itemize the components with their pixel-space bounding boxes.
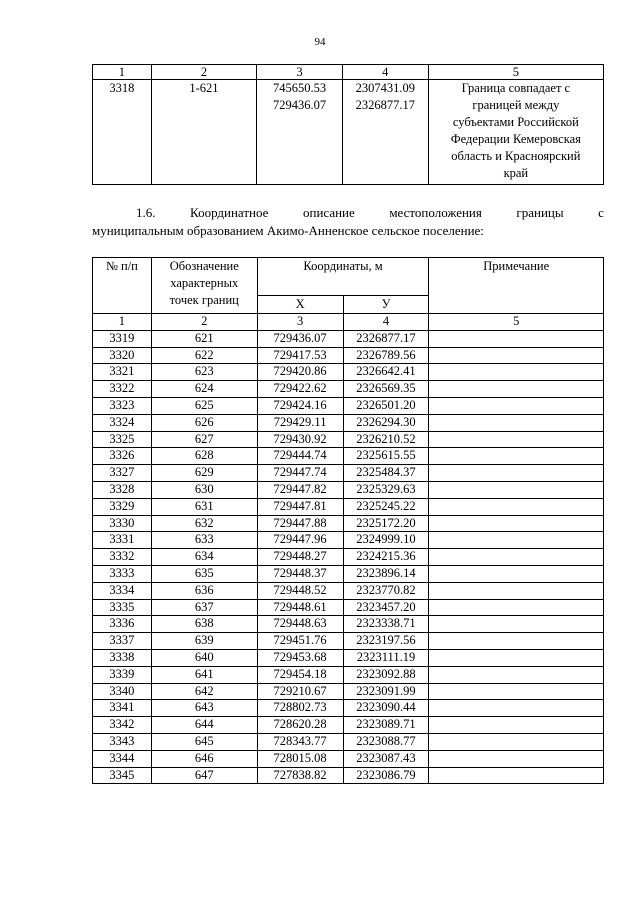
y-coordinate: 2323086.79	[343, 767, 429, 784]
point-id: 635	[151, 565, 257, 582]
note-cell	[429, 733, 604, 750]
table-row	[93, 666, 604, 683]
x-coordinates	[257, 80, 343, 185]
table-row	[93, 364, 604, 381]
y-coordinate: 2323092.88	[343, 666, 429, 683]
x-coordinate: 729430.92	[257, 431, 343, 448]
x-coordinate: 729447.81	[257, 498, 343, 515]
section-heading-line2: муниципальным образованием Акимо-Анненское сельское поселение:	[92, 223, 484, 238]
note-cell	[429, 448, 604, 465]
row-number: 3343	[93, 733, 152, 750]
note-cell	[429, 515, 604, 532]
table-row	[93, 700, 604, 717]
table-header-row	[93, 258, 604, 296]
row-number: 3325	[93, 431, 152, 448]
table-row	[93, 414, 604, 431]
note-cell	[429, 397, 604, 414]
note-line: Граница совпадает с	[461, 81, 571, 95]
header-y: У	[343, 296, 429, 314]
note-cell	[429, 717, 604, 734]
y-coordinate: 2326569.35	[343, 381, 429, 398]
row-number: 3331	[93, 532, 152, 549]
point-id: 623	[151, 364, 257, 381]
column-number: 4	[342, 65, 428, 80]
x-coordinate: 728343.77	[257, 733, 343, 750]
table-row	[93, 582, 604, 599]
table-row	[93, 465, 604, 482]
table-row	[93, 565, 604, 582]
row-number: 3329	[93, 498, 152, 515]
y-coordinate: 2323091.99	[343, 683, 429, 700]
note-cell	[429, 330, 604, 347]
header-coords: Координаты, м	[257, 258, 429, 296]
row-number: 3324	[93, 414, 152, 431]
row-number: 3342	[93, 717, 152, 734]
table-row	[93, 498, 604, 515]
section-word: описание	[302, 205, 355, 220]
note-cell	[429, 364, 604, 381]
note-line: область и Красноярский	[451, 149, 581, 163]
row-number: 3341	[93, 700, 152, 717]
y-coordinates	[342, 80, 428, 185]
note-line: границей между	[472, 98, 560, 112]
y-coordinate: 2324215.36	[343, 549, 429, 566]
point-id: 639	[151, 633, 257, 650]
column-number: 3	[257, 314, 343, 331]
coordinates-table	[92, 257, 604, 784]
header-points-line: точек границ	[169, 293, 239, 307]
x-coordinate: 729436.07	[257, 330, 343, 347]
note-cell	[429, 700, 604, 717]
x-coordinate: 728015.08	[257, 750, 343, 767]
row-number: 3330	[93, 515, 152, 532]
header-points-line: характерных	[170, 276, 239, 290]
header-x: Х	[257, 296, 343, 314]
column-number: 4	[343, 314, 429, 331]
row-number: 3332	[93, 549, 152, 566]
point-range: 1-621	[151, 80, 256, 185]
note-cell	[429, 633, 604, 650]
x-coordinate: 729447.88	[257, 515, 343, 532]
note-cell	[429, 498, 604, 515]
x-coordinate: 729448.37	[257, 565, 343, 582]
note-cell	[429, 582, 604, 599]
column-number: 5	[428, 65, 603, 80]
note-cell	[429, 465, 604, 482]
x-coordinate: 729453.68	[257, 649, 343, 666]
point-id: 621	[151, 330, 257, 347]
point-id: 632	[151, 515, 257, 532]
table-row	[93, 347, 604, 364]
point-id: 644	[151, 717, 257, 734]
row-number: 3326	[93, 448, 152, 465]
table-row	[93, 733, 604, 750]
x-coordinate: 729429.11	[257, 414, 343, 431]
y-coordinate: 2323088.77	[343, 733, 429, 750]
row-number: 3328	[93, 481, 152, 498]
y-coordinate: 2323896.14	[343, 565, 429, 582]
y-coordinate: 2323197.56	[343, 633, 429, 650]
table-row	[93, 431, 604, 448]
point-id: 636	[151, 582, 257, 599]
y-coordinate: 2326877.17	[343, 330, 429, 347]
row-number: 3334	[93, 582, 152, 599]
column-number: 1	[93, 314, 152, 331]
table-row	[93, 80, 604, 185]
row-number: 3336	[93, 616, 152, 633]
point-id: 629	[151, 465, 257, 482]
point-id: 642	[151, 683, 257, 700]
x-coordinate: 729448.61	[257, 599, 343, 616]
y-coordinate: 2325615.55	[343, 448, 429, 465]
column-number: 2	[151, 65, 256, 80]
x-coordinate: 729424.16	[257, 397, 343, 414]
table-body	[93, 330, 604, 784]
x-coordinate: 745650.53	[272, 81, 327, 95]
table-row	[93, 330, 604, 347]
point-id: 645	[151, 733, 257, 750]
table-row	[93, 767, 604, 784]
column-numbers-row	[93, 65, 604, 80]
row-number: 3339	[93, 666, 152, 683]
point-id: 634	[151, 549, 257, 566]
table-row	[93, 599, 604, 616]
point-id: 625	[151, 397, 257, 414]
table-row	[93, 381, 604, 398]
point-id: 628	[151, 448, 257, 465]
note-cell	[429, 683, 604, 700]
x-coordinate: 729448.27	[257, 549, 343, 566]
y-coordinate: 2326642.41	[343, 364, 429, 381]
note-line: субъектами Российской	[452, 115, 579, 129]
note-cell	[429, 549, 604, 566]
point-id: 643	[151, 700, 257, 717]
row-number: 3337	[93, 633, 152, 650]
section-word: Координатное	[190, 205, 269, 220]
row-number: 3322	[93, 381, 152, 398]
y-coordinate: 2323457.20	[343, 599, 429, 616]
note-cell	[429, 431, 604, 448]
x-coordinate: 727838.82	[257, 767, 343, 784]
note-cell	[429, 599, 604, 616]
x-coordinate: 729422.62	[257, 381, 343, 398]
table-row	[93, 549, 604, 566]
y-coordinate: 2307431.09	[355, 81, 415, 95]
point-id: 622	[151, 347, 257, 364]
table-row	[93, 448, 604, 465]
header-num: № п/п	[93, 258, 152, 314]
row-number: 3344	[93, 750, 152, 767]
table-row	[93, 717, 604, 734]
note-line: Федерации Кемеровская	[450, 132, 581, 146]
note-cell	[429, 649, 604, 666]
note-cell	[429, 481, 604, 498]
table-row	[93, 515, 604, 532]
boundary-table-top	[92, 64, 604, 185]
point-id: 637	[151, 599, 257, 616]
section-word: с	[598, 205, 604, 220]
section-heading-line1	[92, 204, 604, 222]
column-number: 5	[429, 314, 604, 331]
row-number: 3320	[93, 347, 152, 364]
y-coordinate: 2323087.43	[343, 750, 429, 767]
note-cell	[429, 750, 604, 767]
row-number: 3345	[93, 767, 152, 784]
y-coordinate: 2324999.10	[343, 532, 429, 549]
y-coordinate: 2326789.56	[343, 347, 429, 364]
row-number: 3323	[93, 397, 152, 414]
header-points-line: Обозначение	[169, 259, 239, 273]
x-coordinate: 729454.18	[257, 666, 343, 683]
note-cell	[429, 616, 604, 633]
note-cell	[428, 80, 603, 185]
point-id: 627	[151, 431, 257, 448]
y-coordinate: 2325329.63	[343, 481, 429, 498]
column-number: 1	[93, 65, 152, 80]
note-line: край	[503, 166, 529, 180]
x-coordinate: 729447.74	[257, 465, 343, 482]
point-id: 647	[151, 767, 257, 784]
row-number: 3340	[93, 683, 152, 700]
x-coordinate: 728802.73	[257, 700, 343, 717]
y-coordinate: 2325245.22	[343, 498, 429, 515]
y-coordinate: 2325484.37	[343, 465, 429, 482]
note-cell	[429, 767, 604, 784]
note-cell	[429, 565, 604, 582]
table-row	[93, 532, 604, 549]
row-number: 3335	[93, 599, 152, 616]
y-coordinate: 2323338.71	[343, 616, 429, 633]
point-id: 641	[151, 666, 257, 683]
row-number: 3318	[93, 80, 152, 185]
table-row	[93, 616, 604, 633]
note-cell	[429, 666, 604, 683]
y-coordinate: 2323770.82	[343, 582, 429, 599]
section-word: местоположения	[389, 205, 482, 220]
note-cell	[429, 381, 604, 398]
row-number: 3333	[93, 565, 152, 582]
point-id: 626	[151, 414, 257, 431]
x-coordinate: 729420.86	[257, 364, 343, 381]
row-number: 3319	[93, 330, 152, 347]
point-id: 624	[151, 381, 257, 398]
point-id: 631	[151, 498, 257, 515]
column-numbers-row	[93, 314, 604, 331]
x-coordinate: 729451.76	[257, 633, 343, 650]
point-id: 638	[151, 616, 257, 633]
table-row	[93, 683, 604, 700]
row-number: 3321	[93, 364, 152, 381]
x-coordinate: 729447.82	[257, 481, 343, 498]
column-number: 2	[151, 314, 257, 331]
y-coordinate: 2325172.20	[343, 515, 429, 532]
section-heading	[92, 204, 604, 240]
x-coordinate: 729447.96	[257, 532, 343, 549]
x-coordinate: 728620.28	[257, 717, 343, 734]
y-coordinate: 2326210.52	[343, 431, 429, 448]
table-row	[93, 649, 604, 666]
note-cell	[429, 347, 604, 364]
table-row	[93, 633, 604, 650]
header-note: Примечание	[429, 258, 604, 314]
table-row	[93, 750, 604, 767]
y-coordinate: 2326501.20	[343, 397, 429, 414]
table-row	[93, 397, 604, 414]
note-cell	[429, 414, 604, 431]
y-coordinate: 2323090.44	[343, 700, 429, 717]
y-coordinate: 2323111.19	[343, 649, 429, 666]
table-row	[93, 481, 604, 498]
x-coordinate: 729448.63	[257, 616, 343, 633]
y-coordinate: 2326877.17	[355, 98, 415, 112]
x-coordinate: 729444.74	[257, 448, 343, 465]
note-cell	[429, 532, 604, 549]
section-word: 1.6.	[136, 205, 156, 220]
page-number: 94	[314, 36, 326, 48]
y-coordinate: 2323089.71	[343, 717, 429, 734]
row-number: 3338	[93, 649, 152, 666]
point-id: 630	[151, 481, 257, 498]
x-coordinate: 729417.53	[257, 347, 343, 364]
x-coordinate: 729436.07	[272, 98, 327, 112]
point-id: 646	[151, 750, 257, 767]
point-id: 633	[151, 532, 257, 549]
section-word: границы	[516, 205, 564, 220]
y-coordinate: 2326294.30	[343, 414, 429, 431]
x-coordinate: 729448.52	[257, 582, 343, 599]
header-points	[151, 258, 257, 314]
column-number: 3	[257, 65, 343, 80]
x-coordinate: 729210.67	[257, 683, 343, 700]
point-id: 640	[151, 649, 257, 666]
row-number: 3327	[93, 465, 152, 482]
